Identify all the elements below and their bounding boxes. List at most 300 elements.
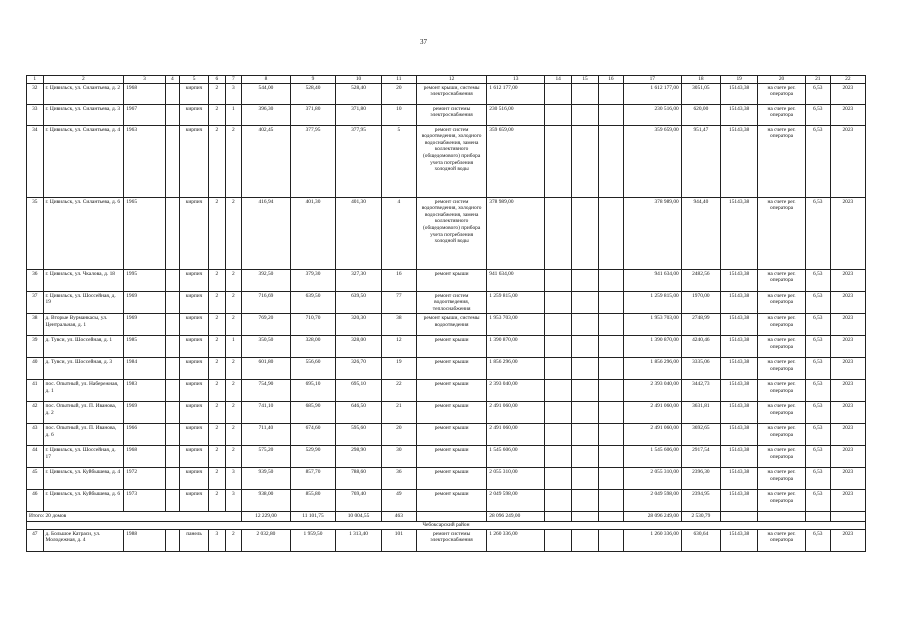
- cell-n: 45: [27, 468, 44, 490]
- cell-unit: 2917,54: [681, 446, 720, 468]
- cell-y2: 2023: [830, 125, 865, 197]
- cell-empty: [598, 512, 623, 522]
- cell-a2: 857,70: [290, 468, 336, 490]
- cell-source: на счете рег. оператора: [758, 380, 806, 402]
- cell-a3: 595,60: [336, 424, 382, 446]
- cell-n: 33: [27, 104, 44, 125]
- cell-mat: кирпич: [180, 490, 209, 512]
- cell-unit: 2748,99: [681, 314, 720, 336]
- cell-addr: г. Цивильск, ул. Куйбышева, д. 4: [43, 468, 124, 490]
- cell-empty: [572, 380, 599, 402]
- total-fund: 28 096 249,00: [623, 512, 681, 522]
- cell-unit: 3631,81: [681, 402, 720, 424]
- cell-fund: 359 659,00: [623, 125, 681, 197]
- cell-entr: 2: [225, 380, 242, 402]
- cell-people: 20: [381, 424, 416, 446]
- cell-limit: 15143,38: [721, 380, 758, 402]
- cell-limit: 15143,38: [721, 446, 758, 468]
- cell-mat: кирпич: [180, 336, 209, 358]
- cell-people: 21: [381, 402, 416, 424]
- cell-cost: 1 390 870,00: [487, 336, 545, 358]
- cell-a2: 674,60: [290, 424, 336, 446]
- cell-mat: кирпич: [180, 402, 209, 424]
- cell-entr: 2: [225, 269, 242, 291]
- cell-y2: 2023: [830, 446, 865, 468]
- cell-empty: [572, 424, 599, 446]
- cell-floors: 2: [209, 490, 226, 512]
- cell-year: 1972: [124, 468, 165, 490]
- cell-mat: кирпич: [180, 125, 209, 197]
- cell-a1: 741,10: [242, 402, 291, 424]
- cell-empty: [572, 125, 599, 197]
- cell-n: 34: [27, 125, 44, 197]
- cell-addr: г. Цивильск, ул. Чкалова, д. 18: [43, 269, 124, 291]
- cell-work: ремонт крыши: [416, 424, 486, 446]
- cell-empty: [572, 104, 599, 125]
- cell-unit: 2482,56: [681, 269, 720, 291]
- cell-addr: пос. Опытный, ул. П. Иванова, д. 2: [43, 402, 124, 424]
- cell-empty: [572, 336, 599, 358]
- cell-mat: кирпич: [180, 358, 209, 380]
- cell-empty: [165, 529, 179, 551]
- cell-empty: [545, 336, 572, 358]
- cell-entr: 3: [225, 83, 242, 104]
- cell-year: 1984: [124, 358, 165, 380]
- cell-a1: 938,00: [242, 490, 291, 512]
- cell-year: 1965: [124, 197, 165, 269]
- section-title: Чебоксарский район: [27, 521, 866, 529]
- cell-addr: г. Цивильск, ул. Силантьева, д. 4: [43, 125, 124, 197]
- cell-empty: [165, 336, 179, 358]
- cell-year: 1968: [124, 446, 165, 468]
- cell-source: на счете рег. оператора: [758, 125, 806, 197]
- cell-a2: 685,90: [290, 402, 336, 424]
- cell-a3: 401,30: [336, 197, 382, 269]
- cell-year: 1988: [124, 529, 165, 551]
- header-cell: 8: [242, 76, 291, 84]
- cell-empty: [165, 358, 179, 380]
- cell-n: 35: [27, 197, 44, 269]
- cell-a1: 716,69: [242, 291, 291, 314]
- cell-source: на счете рег. оператора: [758, 468, 806, 490]
- cell-year: 1963: [124, 125, 165, 197]
- cell-addr: г. Цивильск, ул. Силантьева, д. 6: [43, 197, 124, 269]
- header-cell: 3: [124, 76, 165, 84]
- cell-empty: [572, 468, 599, 490]
- cell-source: на счете рег. оператора: [758, 490, 806, 512]
- cell-empty: [721, 512, 758, 522]
- cell-work: ремонт крыши: [416, 490, 486, 512]
- cell-year: 1967: [124, 104, 165, 125]
- cell-addr: пос. Опытный, ул. П. Иванова, д. 6: [43, 424, 124, 446]
- cell-work: ремонт системы электроснабжения: [416, 104, 486, 125]
- cell-empty: [758, 512, 806, 522]
- cell-n: 42: [27, 402, 44, 424]
- cell-empty: [572, 402, 599, 424]
- total-row: [27, 512, 866, 522]
- cell-y1: 6,53: [805, 291, 830, 314]
- cell-mat: кирпич: [180, 446, 209, 468]
- header-cell: 10: [336, 76, 382, 84]
- cell-addr: пос. Опытный, ул. Набережная, д. 1: [43, 380, 124, 402]
- cell-people: 19: [381, 358, 416, 380]
- cell-y1: 6,53: [805, 104, 830, 125]
- cell-floors: 2: [209, 424, 226, 446]
- cell-source: на счете рег. оператора: [758, 424, 806, 446]
- header-cell: 2: [43, 76, 124, 84]
- cell-mat: кирпич: [180, 269, 209, 291]
- cell-unit: 951,47: [681, 125, 720, 197]
- cell-floors: 2: [209, 197, 226, 269]
- cell-empty: [545, 104, 572, 125]
- cell-a1: 575,20: [242, 446, 291, 468]
- cell-empty: [165, 197, 179, 269]
- table-row: [27, 83, 866, 104]
- header-cell: 21: [805, 76, 830, 84]
- cell-a3: 769,40: [336, 490, 382, 512]
- cell-empty: [598, 468, 623, 490]
- table-row: [27, 402, 866, 424]
- cell-entr: 2: [225, 358, 242, 380]
- cell-mat: кирпич: [180, 104, 209, 125]
- cell-empty: [572, 291, 599, 314]
- cell-empty: [545, 512, 572, 522]
- cell-empty: [598, 424, 623, 446]
- cell-limit: 15143,38: [721, 468, 758, 490]
- cell-n: 38: [27, 314, 44, 336]
- cell-floors: 3: [209, 529, 226, 551]
- cell-n: 43: [27, 424, 44, 446]
- header-cell: 9: [290, 76, 336, 84]
- cell-empty: [165, 490, 179, 512]
- cell-a3: 639,50: [336, 291, 382, 314]
- cell-cost: 2 393 040,00: [487, 380, 545, 402]
- cell-empty: [165, 291, 179, 314]
- cell-cost: 359 659,00: [487, 125, 545, 197]
- total-unit: 2 530,79: [681, 512, 720, 522]
- cell-y1: 6,53: [805, 314, 830, 336]
- cell-a1: 754,90: [242, 380, 291, 402]
- cell-a1: 350,50: [242, 336, 291, 358]
- cell-addr: г. Цивильск, ул. Силантьева, д. 3: [43, 104, 124, 125]
- cell-cost: 1 856 296,00: [487, 358, 545, 380]
- cell-empty: [598, 314, 623, 336]
- cell-y2: 2023: [830, 314, 865, 336]
- cell-fund: 2 049 598,00: [623, 490, 681, 512]
- cell-empty: [545, 83, 572, 104]
- cell-empty: [598, 197, 623, 269]
- total-a2: 11 101,75: [290, 512, 336, 522]
- table-row: [27, 468, 866, 490]
- cell-people: 101: [381, 529, 416, 551]
- cell-unit: 620,00: [681, 104, 720, 125]
- header-cell: 19: [721, 76, 758, 84]
- cell-work: ремонт крыши: [416, 358, 486, 380]
- cell-fund: 1 856 296,00: [623, 358, 681, 380]
- cell-year: 1969: [124, 314, 165, 336]
- cell-limit: 15143,38: [721, 314, 758, 336]
- cell-unit: 1970,00: [681, 291, 720, 314]
- header-cell: 14: [545, 76, 572, 84]
- cell-empty: [545, 291, 572, 314]
- cell-mat: кирпич: [180, 424, 209, 446]
- cell-empty: [598, 104, 623, 125]
- cell-unit: 4240,46: [681, 336, 720, 358]
- cell-empty: [598, 125, 623, 197]
- cell-y2: 2023: [830, 380, 865, 402]
- cell-work: ремонт крыши, системы водоотведения: [416, 314, 486, 336]
- cell-a2: 528,40: [290, 83, 336, 104]
- total-a3: 10 004,55: [336, 512, 382, 522]
- cell-empty: [165, 380, 179, 402]
- cell-fund: 2 393 040,00: [623, 380, 681, 402]
- table-row: [27, 424, 866, 446]
- cell-y2: 2023: [830, 336, 865, 358]
- cell-a1: 2 032,80: [242, 529, 291, 551]
- cell-people: 49: [381, 490, 416, 512]
- cell-empty: [572, 269, 599, 291]
- cell-a2: 529,90: [290, 446, 336, 468]
- cell-floors: 2: [209, 83, 226, 104]
- header-cell: 12: [416, 76, 486, 84]
- table-row: [27, 490, 866, 512]
- cell-a3: 371,80: [336, 104, 382, 125]
- cell-source: на счете рег. оператора: [758, 529, 806, 551]
- cell-mat: кирпич: [180, 83, 209, 104]
- cell-floors: 2: [209, 314, 226, 336]
- cell-cost: 2 491 060,00: [487, 402, 545, 424]
- cell-work: ремонт крыши: [416, 336, 486, 358]
- cell-empty: [598, 83, 623, 104]
- cell-empty: [165, 314, 179, 336]
- cell-y2: 2023: [830, 529, 865, 551]
- cell-n: 37: [27, 291, 44, 314]
- cell-addr: г. Цивильск, ул. Куйбышева, д. 6: [43, 490, 124, 512]
- cell-a2: 639,50: [290, 291, 336, 314]
- total-a1: 12 229,00: [242, 512, 291, 522]
- cell-a2: 371,80: [290, 104, 336, 125]
- cell-mat: кирпич: [180, 314, 209, 336]
- cell-empty: [165, 104, 179, 125]
- cell-y1: 6,53: [805, 380, 830, 402]
- cell-addr: д. Вторые Вурманкасы, ул. Центральная, д. 1: [43, 314, 124, 336]
- cell-floors: 2: [209, 446, 226, 468]
- header-cell: 7: [225, 76, 242, 84]
- cell-a2: 710,70: [290, 314, 336, 336]
- cell-a1: 402,45: [242, 125, 291, 197]
- cell-year: 1966: [124, 424, 165, 446]
- cell-a3: 646,50: [336, 402, 382, 424]
- table-row: [27, 269, 866, 291]
- cell-empty: [598, 358, 623, 380]
- cell-a1: 392,50: [242, 269, 291, 291]
- cell-n: 32: [27, 83, 44, 104]
- cell-empty: [545, 468, 572, 490]
- cell-fund: 1 260 336,00: [623, 529, 681, 551]
- cell-empty: [598, 402, 623, 424]
- header-cell: 11: [381, 76, 416, 84]
- cell-mat: кирпич: [180, 291, 209, 314]
- cell-empty: [545, 402, 572, 424]
- cell-floors: 2: [209, 336, 226, 358]
- cell-limit: 15143,38: [721, 83, 758, 104]
- cell-limit: 15143,38: [721, 291, 758, 314]
- cell-a2: 695,10: [290, 380, 336, 402]
- cell-entr: 2: [225, 529, 242, 551]
- cell-limit: 15143,38: [721, 529, 758, 551]
- cell-empty: [598, 336, 623, 358]
- cell-empty: [830, 512, 865, 522]
- cell-fund: 230 516,00: [623, 104, 681, 125]
- header-cell: 15: [572, 76, 599, 84]
- cell-entr: 1: [225, 104, 242, 125]
- cell-empty: [165, 468, 179, 490]
- total-label: Итого: 20 домов: [27, 512, 242, 522]
- cell-entr: 2: [225, 402, 242, 424]
- header-cell: 20: [758, 76, 806, 84]
- cell-source: на счете рег. оператора: [758, 83, 806, 104]
- cell-a3: 1 313,40: [336, 529, 382, 551]
- cell-fund: 2 491 060,00: [623, 402, 681, 424]
- cell-n: 36: [27, 269, 44, 291]
- cell-y2: 2023: [830, 468, 865, 490]
- cell-entr: 3: [225, 490, 242, 512]
- cell-empty: [572, 197, 599, 269]
- cell-y1: 6,53: [805, 125, 830, 197]
- cell-n: 40: [27, 358, 44, 380]
- cell-entr: 1: [225, 336, 242, 358]
- cell-empty: [165, 402, 179, 424]
- cell-people: 77: [381, 291, 416, 314]
- cell-empty: [165, 269, 179, 291]
- cell-unit: 630,64: [681, 529, 720, 551]
- cell-floors: 2: [209, 402, 226, 424]
- cell-people: 4: [381, 197, 416, 269]
- cell-limit: 15143,38: [721, 358, 758, 380]
- cell-y1: 6,53: [805, 490, 830, 512]
- cell-y2: 2023: [830, 424, 865, 446]
- header-cell: 22: [830, 76, 865, 84]
- cell-work: ремонт системы электроснабжения: [416, 529, 486, 551]
- cell-empty: [598, 490, 623, 512]
- cell-year: 1995: [124, 269, 165, 291]
- cell-y1: 6,53: [805, 424, 830, 446]
- cell-limit: 15143,38: [721, 336, 758, 358]
- cell-a1: 711,40: [242, 424, 291, 446]
- cell-empty: [572, 83, 599, 104]
- cell-a1: 939,50: [242, 468, 291, 490]
- cell-people: 22: [381, 380, 416, 402]
- cell-entr: 2: [225, 125, 242, 197]
- header-cell: 13: [487, 76, 545, 84]
- cell-empty: [598, 446, 623, 468]
- cell-work: ремонт систем водоотведения, холодного водоснабжения, замена коллективного (общедомового) прибора учета потребления холодной воды: [416, 125, 486, 197]
- cell-empty: [545, 197, 572, 269]
- cell-empty: [165, 446, 179, 468]
- cell-people: 5: [381, 125, 416, 197]
- cell-work: ремонт систем водоотведения, холодного водоснабжения, замена коллективного (общедомового) прибора учета потребления холодной воды: [416, 197, 486, 269]
- table-row: [27, 446, 866, 468]
- cell-mat: кирпич: [180, 380, 209, 402]
- cell-year: 1969: [124, 291, 165, 314]
- cell-work: ремонт систем водоотведения, теплоснабжения: [416, 291, 486, 314]
- cell-a1: 769,20: [242, 314, 291, 336]
- cell-source: на счете рег. оператора: [758, 314, 806, 336]
- cell-a1: 416,94: [242, 197, 291, 269]
- cell-mat: кирпич: [180, 468, 209, 490]
- cell-empty: [165, 83, 179, 104]
- table-row: [27, 104, 866, 125]
- cell-floors: 2: [209, 358, 226, 380]
- cell-source: на счете рег. оператора: [758, 446, 806, 468]
- cell-fund: 378 989,00: [623, 197, 681, 269]
- cell-fund: 1 612 177,00: [623, 83, 681, 104]
- cell-n: 46: [27, 490, 44, 512]
- table-row: [27, 529, 866, 551]
- cell-y2: 2023: [830, 490, 865, 512]
- cell-cost: 1 612 177,00: [487, 83, 545, 104]
- cell-a1: 396,30: [242, 104, 291, 125]
- cell-mat: панель: [180, 529, 209, 551]
- cell-empty: [416, 512, 486, 522]
- cell-people: 36: [381, 468, 416, 490]
- cell-cost: 2 049 598,00: [487, 490, 545, 512]
- cell-cost: 378 989,00: [487, 197, 545, 269]
- cell-empty: [165, 424, 179, 446]
- cell-fund: 1 953 703,00: [623, 314, 681, 336]
- cell-entr: 2: [225, 197, 242, 269]
- cell-a2: 328,00: [290, 336, 336, 358]
- table-row: [27, 314, 866, 336]
- cell-unit: 3051,05: [681, 83, 720, 104]
- cell-y1: 6,53: [805, 197, 830, 269]
- cell-unit: 3442,73: [681, 380, 720, 402]
- cell-entr: 3: [225, 468, 242, 490]
- cell-people: 30: [381, 446, 416, 468]
- cell-unit: 2396,30: [681, 468, 720, 490]
- cell-fund: 2 491 060,00: [623, 424, 681, 446]
- header-cell: 4: [165, 76, 179, 84]
- cell-n: 44: [27, 446, 44, 468]
- cell-unit: 2394,95: [681, 490, 720, 512]
- cell-people: 20: [381, 83, 416, 104]
- cell-source: на счете рег. оператора: [758, 336, 806, 358]
- cell-empty: [545, 380, 572, 402]
- cell-a3: 328,00: [336, 336, 382, 358]
- cell-empty: [545, 424, 572, 446]
- column-number-row: [27, 76, 866, 84]
- cell-empty: [165, 125, 179, 197]
- cell-y1: 6,53: [805, 83, 830, 104]
- cell-floors: 2: [209, 291, 226, 314]
- section-row: [27, 521, 866, 529]
- cell-empty: [545, 529, 572, 551]
- cell-y1: 6,53: [805, 446, 830, 468]
- cell-entr: 2: [225, 446, 242, 468]
- cell-floors: 2: [209, 380, 226, 402]
- header-cell: 16: [598, 76, 623, 84]
- cell-unit: 944,40: [681, 197, 720, 269]
- cell-empty: [598, 529, 623, 551]
- cell-fund: 1 545 606,00: [623, 446, 681, 468]
- cell-empty: [598, 269, 623, 291]
- cell-addr: г. Цивильск, ул. Шоссейная, д. 19: [43, 291, 124, 314]
- cell-limit: 15143,38: [721, 269, 758, 291]
- cell-a2: 556,60: [290, 358, 336, 380]
- cell-entr: 2: [225, 424, 242, 446]
- cell-empty: [572, 490, 599, 512]
- cell-n: 39: [27, 336, 44, 358]
